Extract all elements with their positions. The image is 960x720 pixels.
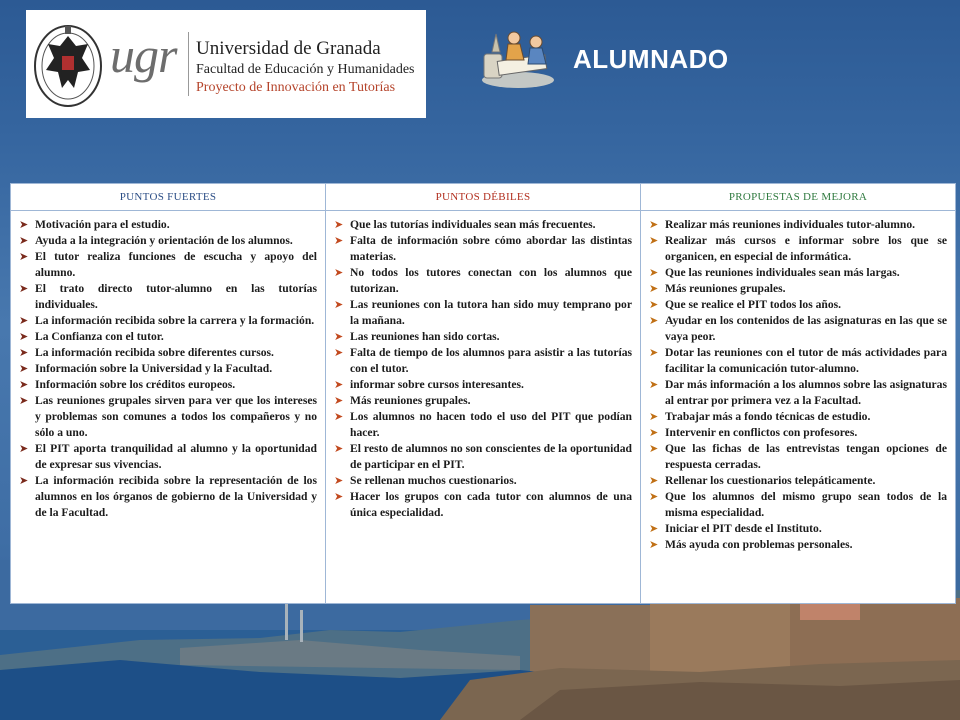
list-item: ➤ Que los alumnos del mismo grupo sean todos de la misma especialidad. [649,490,947,519]
arrow-bullet-icon: ➤ [19,474,29,487]
logo-project-name: Proyecto de Innovación en Tutorías [196,80,396,95]
arrow-bullet-icon: ➤ [649,474,659,487]
arrow-bullet-icon: ➤ [19,282,29,295]
arrow-bullet-icon: ➤ [334,234,344,247]
arrow-bullet-icon: ➤ [334,218,344,231]
arrow-bullet-icon: ➤ [19,378,29,391]
list-item: ➤ Información sobre los créditos europeos. [19,378,236,391]
arrow-bullet-icon: ➤ [334,474,344,487]
list-item: ➤ Los alumnos no hacen todo el uso del PIT que podían hacer. [334,410,632,439]
list-item: ➤ Falta de información sobre cómo abordar las distintas materias. [334,234,632,263]
arrow-bullet-icon: ➤ [334,442,344,455]
arrow-bullet-icon: ➤ [19,346,29,359]
arrow-bullet-icon: ➤ [334,266,344,279]
list-item: ➤ Las reuniones con la tutora han sido muy temprano por la mañana. [334,298,632,327]
header-proposals: PROPUESTAS DE MEJORA [641,184,956,211]
arrow-bullet-icon: ➤ [334,346,344,359]
list-item: ➤ Que las tutorías individuales sean más frecuentes. [334,218,596,231]
list-item: ➤ Trabajar más a fondo técnicas de estudio. [649,410,871,423]
arrow-bullet-icon: ➤ [649,426,659,439]
arrow-bullet-icon: ➤ [19,218,29,231]
proposals-cell [641,211,956,604]
list-item: ➤ Que las reuniones individuales sean más largas. [649,266,900,279]
list-item: ➤ Dotar las reuniones con el tutor de más actividades para facilitar la comunicación tutor-alumno. [649,346,947,375]
list-item: ➤ Hacer los grupos con cada tutor con alumnos de una única especialidad. [334,490,632,519]
arrow-bullet-icon: ➤ [649,266,659,279]
arrow-bullet-icon: ➤ [19,250,29,263]
list-item: ➤ Realizar más cursos e informar sobre los que se organicen, en especial de informática. [649,234,947,263]
list-item: ➤ Iniciar el PIT desde el Instituto. [649,522,822,535]
proposals-list [645,217,947,553]
strengths-list [15,217,317,521]
list-item: ➤ La Confianza con el tutor. [19,330,164,343]
arrow-bullet-icon: ➤ [334,298,344,311]
list-item: ➤ El trato directo tutor-alumno en las tutorías individuales. [19,282,317,311]
table-body-row [11,211,956,604]
arrow-bullet-icon: ➤ [649,218,659,231]
list-item: ➤ Falta de tiempo de los alumnos para asistir a las tutorías con el tutor. [334,346,632,375]
header-strengths: PUNTOS FUERTES [11,184,326,211]
list-item: ➤ Se rellenan muchos cuestionarios. [334,474,517,487]
arrow-bullet-icon: ➤ [334,394,344,407]
list-item: ➤ El resto de alumnos no son conscientes de la oportunidad de participar en el PIT. [334,442,632,471]
arrow-bullet-icon: ➤ [19,314,29,327]
arrow-bullet-icon: ➤ [19,394,29,407]
list-item: ➤ Las reuniones grupales sirven para ver que los intereses y problemas son comunes a todos los compañeros y no sólo a uno. [19,394,317,439]
arrow-bullet-icon: ➤ [649,490,659,503]
list-item: ➤ informar sobre cursos interesantes. [334,378,524,391]
header-weaknesses: PUNTOS DÉBILES [326,184,641,211]
arrow-bullet-icon: ➤ [649,442,659,455]
arrow-bullet-icon: ➤ [649,538,659,551]
arrow-bullet-icon: ➤ [649,234,659,247]
list-item: ➤ Las reuniones han sido cortas. [334,330,500,343]
list-item: ➤ El tutor realiza funciones de escucha y apoyo del alumno. [19,250,317,279]
weaknesses-list [330,217,632,521]
logo-university-name: Universidad de Granada [196,38,381,59]
arrow-bullet-icon: ➤ [649,522,659,535]
list-item: ➤ La información recibida sobre la carrera y la formación. [19,314,315,327]
arrow-bullet-icon: ➤ [649,410,659,423]
logo-faculty-name: Facultad de Educación y Humanidades [196,62,415,77]
weaknesses-cell [326,211,641,604]
table-header-row [11,184,956,211]
university-logo [26,10,426,118]
arrow-bullet-icon: ➤ [649,282,659,295]
list-item: ➤ El PIT aporta tranquilidad al alumno y la oportunidad de expresar sus vivencias. [19,442,317,471]
list-item: ➤ Dar más información a los alumnos sobre las asignaturas al entrar por primera vez a la Facultad. [649,378,947,407]
page-title: ALUMNADO [573,44,729,74]
logo-divider [188,32,189,96]
university-seal-icon [32,18,104,110]
list-item: ➤ Más reuniones grupales. [649,282,786,295]
arrow-bullet-icon: ➤ [19,442,29,455]
list-item: ➤ Intervenir en conflictos con profesores. [649,426,858,439]
list-item: ➤ Información sobre la Universidad y la Facultad. [19,362,273,375]
arrow-bullet-icon: ➤ [19,362,29,375]
list-item: ➤ Más reuniones grupales. [334,394,471,407]
list-item: ➤ La información recibida sobre diferentes cursos. [19,346,274,359]
arrow-bullet-icon: ➤ [334,490,344,503]
arrow-bullet-icon: ➤ [334,378,344,391]
evaluation-table [10,183,956,604]
list-item: ➤ Que se realice el PIT todos los años. [649,298,842,311]
arrow-bullet-icon: ➤ [334,330,344,343]
logo-ugr-text: ugr [110,27,177,83]
list-item: ➤ Ayuda a la integración y orientación de los alumnos. [19,234,293,247]
arrow-bullet-icon: ➤ [649,314,659,327]
list-item: ➤ La información recibida sobre la representación de los alumnos en los órganos de gobierno de la Universidad y de la Facultad. [19,474,317,519]
arrow-bullet-icon: ➤ [19,330,29,343]
arrow-bullet-icon: ➤ [649,346,659,359]
list-item: ➤ Realizar más reuniones individuales tutor-alumno. [649,218,916,231]
strengths-cell [11,211,326,604]
list-item: ➤ Que las fichas de las entrevistas tengan opciones de respuesta cerradas. [649,442,947,471]
arrow-bullet-icon: ➤ [649,298,659,311]
list-item: ➤ Ayudar en los contenidos de las asignaturas en las que se vaya peor. [649,314,947,343]
arrow-bullet-icon: ➤ [19,234,29,247]
list-item: ➤ Rellenar los cuestionarios telepáticamente. [649,474,876,487]
arrow-bullet-icon: ➤ [334,410,344,423]
list-item: ➤ Motivación para el estudio. [19,218,170,231]
list-item: ➤ Más ayuda con problemas personales. [649,538,853,551]
arrow-bullet-icon: ➤ [649,378,659,391]
students-clipart-icon [478,24,558,90]
list-item: ➤ No todos los tutores conectan con los alumnos que tutorizan. [334,266,632,295]
